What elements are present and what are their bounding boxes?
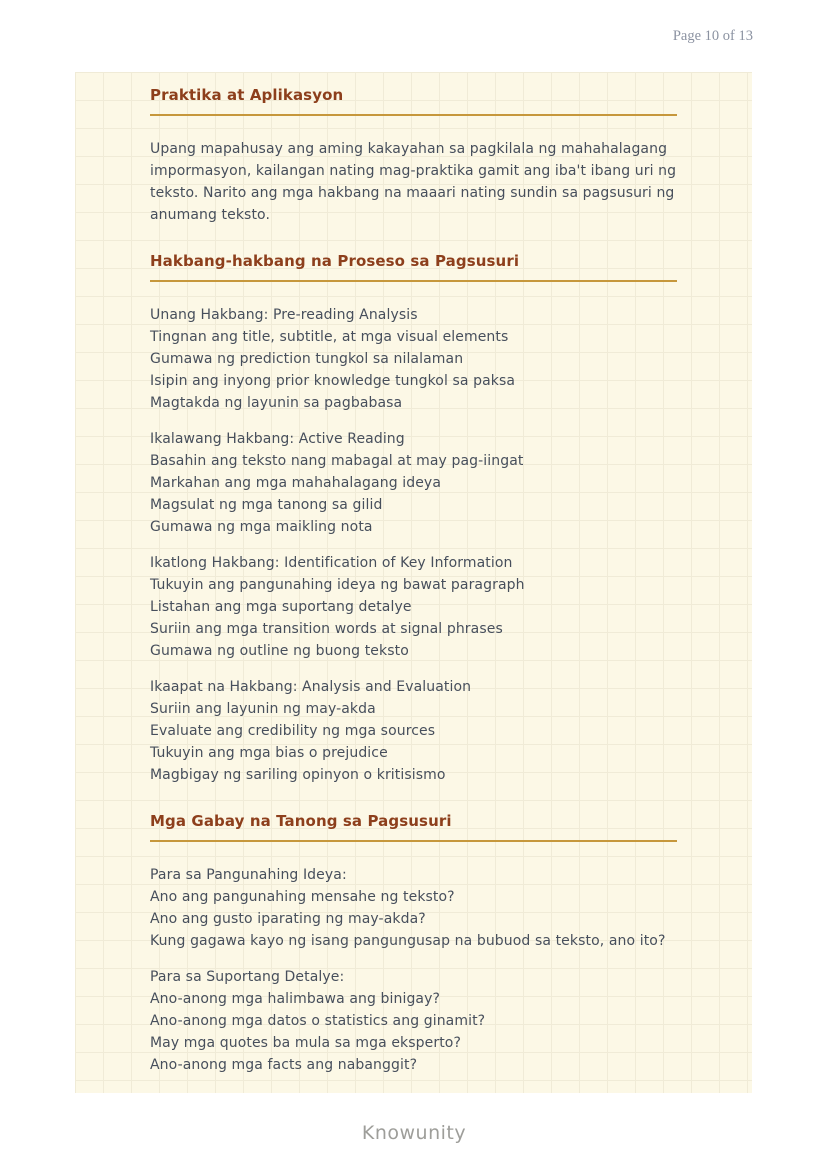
heading-rule [150, 280, 677, 282]
heading-rule [150, 114, 677, 116]
text-line: Listahan ang mga suportang detalye [150, 599, 412, 615]
text-block [150, 966, 677, 1076]
section-heading: Praktika at Aplikasyon [150, 86, 344, 104]
text-line: Ikalawang Hakbang: Active Reading [150, 431, 405, 447]
heading-rule [150, 840, 677, 842]
notebook-page-panel [75, 72, 752, 1093]
brand-watermark: Knowunity [361, 1122, 467, 1144]
content [150, 85, 677, 1076]
text-block [150, 552, 677, 662]
text-line: Upang mapahusay ang aming kakayahan sa pagkilala ng mahahalagang impormasyon, kailangan nating mag-praktika gamit ang iba't ibang uri ng teksto. Narito ang mga hakbang na maaari nating sundin sa pagsusuri ng anumang teksto. [150, 141, 677, 223]
text-line: Ikaapat na Hakbang: Analysis and Evaluation [150, 679, 472, 695]
text-line: Unang Hakbang: Pre-reading Analysis [150, 307, 418, 323]
text-block [150, 676, 677, 786]
section-heading: Hakbang-hakbang na Proseso sa Pagsusuri [150, 252, 520, 270]
text-line: Ano ang pangunahing mensahe ng teksto? [150, 889, 455, 905]
text-line: Para sa Pangunahing Ideya: [150, 867, 347, 883]
text-line: Ano-anong mga halimbawa ang binigay? [150, 991, 441, 1007]
text-line: Magbigay ng sariling opinyon o kritisismo [150, 767, 446, 783]
page-number-label: Page 10 of 13 [672, 28, 753, 44]
text-line: Tingnan ang title, subtitle, at mga visual elements [150, 329, 509, 345]
text-line: Para sa Suportang Detalye: [150, 969, 345, 985]
text-block [150, 864, 677, 952]
text-line: Gumawa ng mga maikling nota [150, 519, 373, 535]
text-line: Ano-anong mga facts ang nabanggit? [150, 1057, 418, 1073]
text-line: Tukuyin ang mga bias o prejudice [150, 745, 388, 761]
text-line: Kung gagawa kayo ng isang pangungusap na bubuod sa teksto, ano ito? [150, 933, 666, 949]
text-line: May mga quotes ba mula sa mga eksperto? [150, 1035, 461, 1051]
text-line: Tukuyin ang pangunahing ideya ng bawat paragraph [150, 577, 525, 593]
text-line: Basahin ang teksto nang mabagal at may pag-iingat [150, 453, 524, 469]
text-line: Ano-anong mga datos o statistics ang ginamit? [150, 1013, 486, 1029]
text-line: Evaluate ang credibility ng mga sources [150, 723, 436, 739]
text-line: Magsulat ng mga tanong sa gilid [150, 497, 383, 513]
text-line: Isipin ang inyong prior knowledge tungkol sa paksa [150, 373, 516, 389]
text-line: Markahan ang mga mahahalagang ideya [150, 475, 441, 491]
text-line: Magtakda ng layunin sa pagbabasa [150, 395, 403, 411]
text-line: Gumawa ng prediction tungkol sa nilalaman [150, 351, 464, 367]
text-line: Suriin ang layunin ng may-akda [150, 701, 376, 717]
text-line: Ikatlong Hakbang: Identification of Key Information [150, 555, 513, 571]
text-block [150, 304, 677, 414]
text-line: Gumawa ng outline ng buong teksto [150, 643, 409, 659]
section-heading: Mga Gabay na Tanong sa Pagsusuri [150, 812, 452, 830]
text-line: Ano ang gusto iparating ng may-akda? [150, 911, 426, 927]
text-block [150, 138, 677, 226]
text-block [150, 428, 677, 538]
text-line: Suriin ang mga transition words at signal phrases [150, 621, 503, 637]
